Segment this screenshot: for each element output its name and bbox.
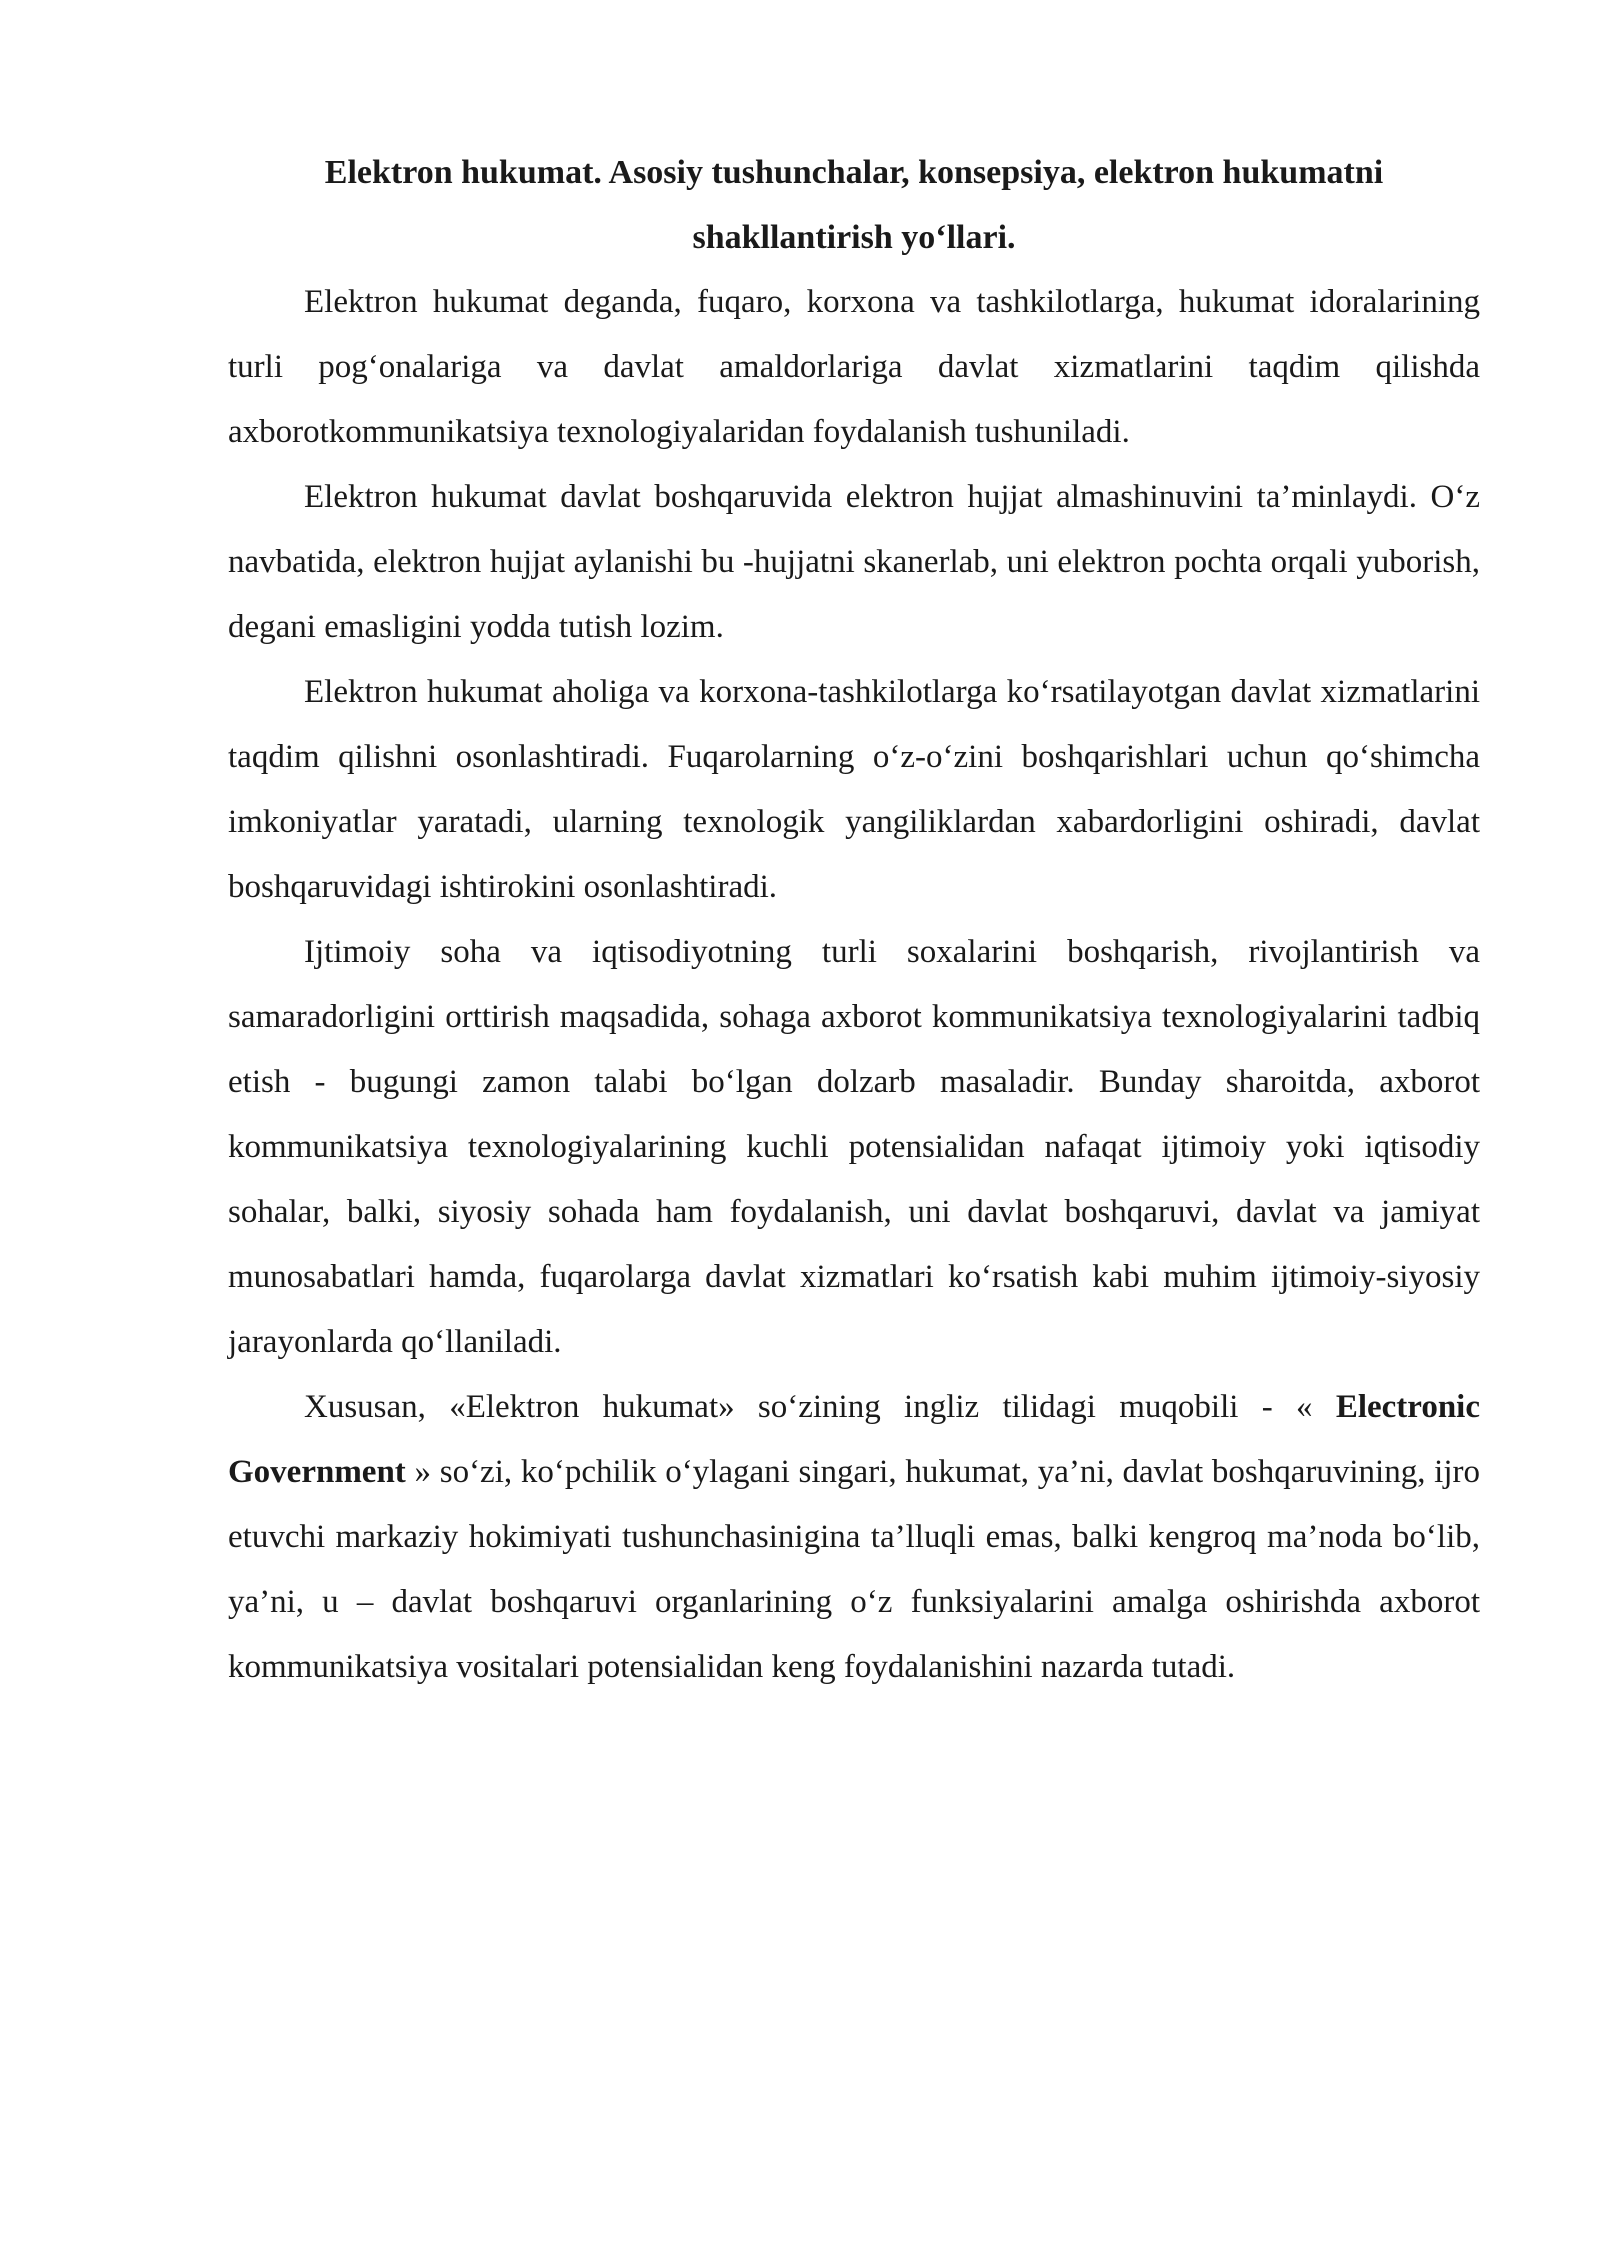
title-line-1: Elektron hukumat. Asosiy tushunchalar, konsepsiya, elektron hukumatni (324, 154, 1384, 191)
paragraph-4: Ijtimoiy soha va iqtisodiyotning turli soxalarini boshqarish, rivojlantirish va samaradorligini orttirish maqsadida, sohaga axborot kommunikatsiya texnologiyalarini tadbiq etish - bugungi zamon talabi bo‘lgan dolzarb masaladir. Bunday sharoitda, axborot kommunikatsiya texnologiyalarining kuchli potensialidan nafaqat ijtimoiy yoki iqtisodiy sohalar, balki, siyosiy sohada ham foydalanish, uni davlat boshqaruvi, davlat va jamiyat munosabatlari hamda, fuqarolarga davlat xizmatlari ko‘rsatish kabi muhim ijtimoiy-siyosiy jarayonlarda qo‘llaniladi. (228, 934, 1480, 1360)
paragraph-3: Elektron hukumat aholiga va korxona-tashkilotlarga ko‘rsatilayotgan davlat xizmatlarini taqdim qilishni osonlashtiradi. Fuqarolarning o‘z-o‘zini boshqarishlari uchun qo‘shimcha imkoniyatlar yaratadi, ularning texnologik yangiliklardan xabardorligini oshiradi, davlat boshqaruvidagi ishtirokini osonlashtiradi. (228, 674, 1480, 905)
paragraph-2: Elektron hukumat davlat boshqaruvida elektron hujjat almashinuvini ta’minlaydi. O‘z navbatida, elektron hujjat aylanishi bu -hujjatni skanerlab, uni elektron pochta orqali yuborish, degani emasligini yodda tutish lozim. (228, 479, 1480, 645)
paragraph-5-rest: » so‘zi, ko‘pchilik o‘ylagani singari, hukumat, ya’ni, davlat boshqaruvining, ijro etuvchi markaziy hokimiyati tushunchasinigina ta’lluqli emas, balki kengroq ma’noda bo‘lib, ya’ni, u – davlat boshqaruvi organlarining o‘z funksiyalarini amalga oshirishda axborot kommunikatsiya vositalari potensialidan keng foydalanishini nazarda tutadi. (228, 1454, 1480, 1685)
paragraph-1: Elektron hukumat deganda, fuqaro, korxona va tashkilotlarga, hukumat idoralarining turli pog‘onalariga va davlat amaldorlariga davlat xizmatlarini taqdim qilishda axborotkommunikatsiya texnologiyalaridan foydalanish tushuniladi. (228, 284, 1480, 450)
document-page (228, 140, 1480, 1700)
electronic-government-term: Electronic Government (228, 1389, 1480, 1490)
document-title (228, 140, 1480, 270)
paragraph-5-intro: Xususan, «Elektron hukumat» so‘zining ingliz tilidagi muqobili - « (304, 1389, 1336, 1425)
title-line-2: shakllantirish yo‘llari. (692, 219, 1016, 256)
paragraph-5 (228, 1375, 1480, 1700)
